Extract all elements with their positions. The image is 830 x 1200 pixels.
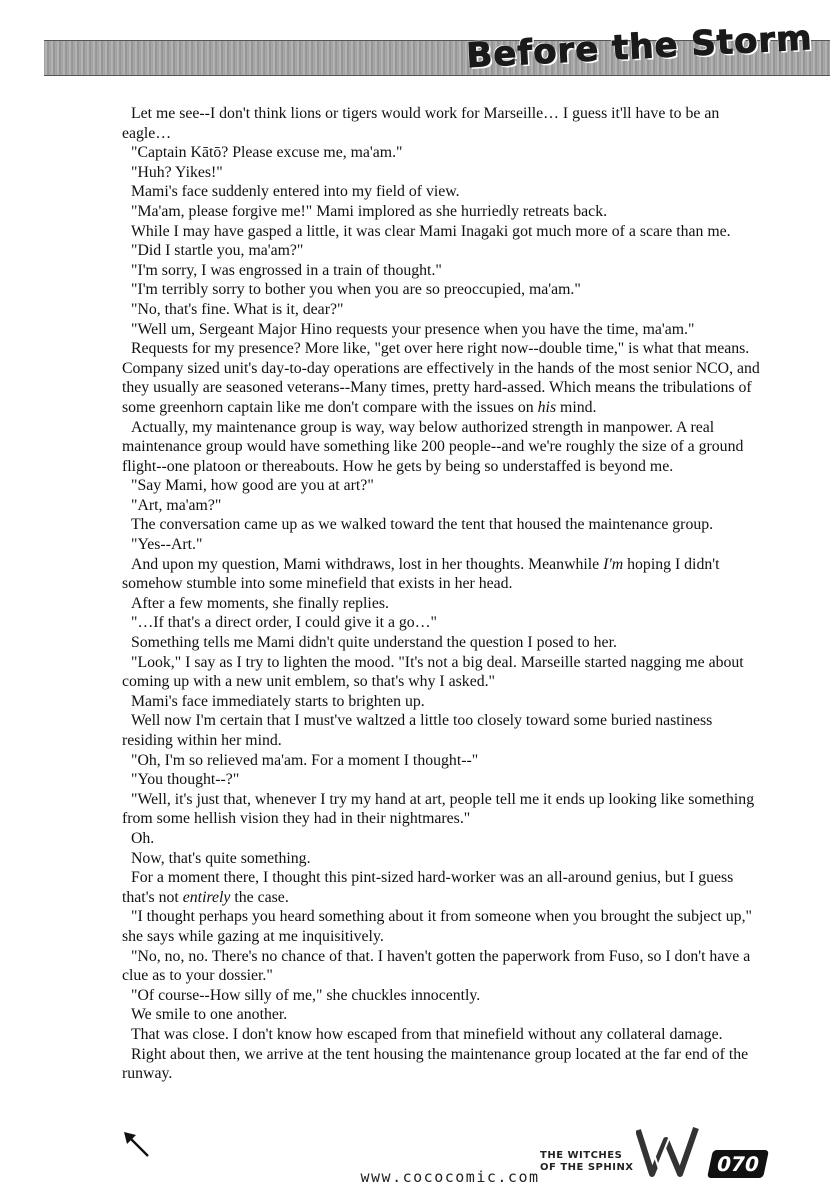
witches-logo [540,1120,770,1180]
paragraph-text: the case. [230,888,289,906]
paragraph: "Did I startle you, ma'am?" [131,242,304,260]
paragraph: "…If that's a direct order, I could give it a go…" [131,614,437,632]
site-url: www.cococomic.com [360,1168,540,1186]
paragraph [122,868,762,907]
logo-line-1: THE WITCHES [540,1150,623,1161]
body-text [122,104,762,1084]
paragraph-emphasis: entirely [182,888,231,906]
paragraph: That was close. I don't know how escaped from that minefield without any collateral damage. [131,1025,723,1043]
paragraph: "Look," I say as I try to lighten the mood. "It's not a big deal. Marseille started nagging me about coming up with a new unit emblem, so that's why I asked." [122,653,744,691]
paragraph: "Captain Kātō? Please excuse me, ma'am." [131,144,403,162]
paragraph: "I'm sorry, I was engrossed in a train of thought." [131,261,442,279]
paragraph-text: mind. [556,398,597,416]
paragraph: "You thought--?" [131,771,240,789]
arrow-up-left-icon [122,1130,152,1160]
paragraph-emphasis: I'm [603,555,624,573]
paragraph: "Ma'am, please forgive me!" Mami implored as she hurriedly retreats back. [131,202,608,220]
paragraph-text: And upon my question, Mami withdraws, lost in her thoughts. Meanwhile [131,555,604,573]
paragraph [122,555,762,594]
paragraph: "Huh? Yikes!" [131,163,223,181]
paragraph: Let me see--I don't think lions or tigers would work for Marseille… I guess it'll have to be an eagle… [122,105,720,142]
paragraph-emphasis: his [537,398,557,416]
paragraph: "I thought perhaps you heard something about it from someone when you brought the subject up," she says while gazing at me inquisitively. [122,908,752,945]
paragraph: After a few moments, she finally replies. [131,594,389,612]
paragraph: "No, no, no. There's no chance of that. I haven't gotten the paperwork from Fuso, so I don't have a clue as to your dossier." [122,947,751,985]
paragraph: Something tells me Mami didn't quite understand the question I posed to her. [131,634,617,652]
paragraph: "No, that's fine. What is it, dear?" [131,300,344,318]
paragraph: Mami's face immediately starts to brighten up. [131,692,425,710]
paragraph: "Yes--Art." [131,536,203,554]
paragraph: "Say Mami, how good are you at art?" [131,477,374,495]
paragraph-text: hoping I didn't somehow stumble into some minefield that exists in her head. [122,555,720,593]
paragraph: "Oh, I'm so relieved ma'am. For a moment I thought--" [131,751,479,769]
paragraph: Now, that's quite something. [131,849,311,867]
paragraph-text: For a moment there, I thought this pint-sized hard-worker was an all-around genius, but I guess that's not [122,869,734,906]
paragraph [122,339,762,417]
logo-line-2: OF THE SPHINX [540,1162,634,1173]
paragraph: We smile to one another. [131,1006,288,1024]
paragraph: The conversation came up as we walked toward the tent that housed the maintenance group. [131,516,714,534]
paragraph: Actually, my maintenance group is way, way below authorized strength in manpower. A real maintenance group would have something like 200 people--and we're roughly the size of a ground flight--one platoon or thereabouts. How he gets by being so understaffed is beyond me. [122,418,744,475]
paragraph: Mami's face suddenly entered into my field of view. [131,183,460,201]
paragraph: While I may have gasped a little, it was clear Mami Inagaki got much more of a scare than me. [131,222,731,240]
paragraph: "Well, it's just that, whenever I try my hand at art, people tell me it ends up looking like something from some hellish vision they had in their nightmares." [122,790,755,828]
paragraph: Well now I'm certain that I must've waltzed a little too closely toward some buried nastiness residing within her mind. [122,712,713,749]
page-number: 070 [707,1150,769,1178]
paragraph: Oh. [131,829,155,847]
page-title: Before the Storm [464,18,814,77]
paragraph: "Art, ma'am?" [131,496,222,514]
paragraph: "Well um, Sergeant Major Hino requests your presence when you have the time, ma'am." [131,320,695,338]
paragraph: "Of course--How silly of me," she chuckles innocently. [131,986,481,1004]
paragraph: "I'm terribly sorry to bother you when you are so preoccupied, ma'am." [131,281,581,299]
paragraph: Right about then, we arrive at the tent housing the maintenance group located at the far end of the runway. [122,1045,749,1083]
logo-w-mark [636,1126,708,1178]
paragraph-text: Requests for my presence? More like, "get over here right now--double time," is what that means. Company sized unit's day-to-day operations are effectively in the hands of the most senior NCO, and they usually are seasoned veterans--Many times, pretty hard-assed. Which means the tribulations of some greenhorn captain like me don't compare with the issues on [122,340,760,416]
